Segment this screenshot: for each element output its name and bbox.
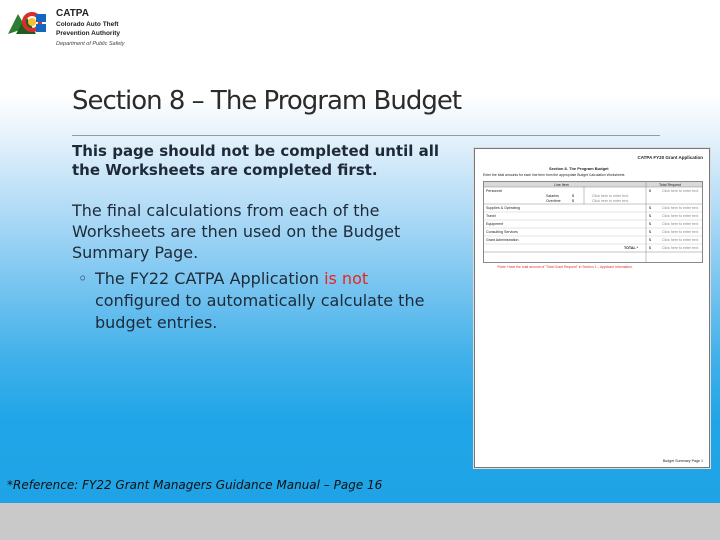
logo-line-2: Prevention Authority <box>56 30 121 37</box>
doc-row-dollar: $ <box>649 214 651 218</box>
logo-subtitle: Department of Public Safety <box>56 41 125 47</box>
doc-row-label: Travel <box>486 214 496 218</box>
doc-row-value: Click here to enter text. <box>662 246 699 250</box>
doc-row-dollar: $ <box>649 230 651 234</box>
doc-row-label: Personnel <box>486 189 503 193</box>
doc-row-label: Salaries <box>546 194 559 198</box>
budget-summary-document-image <box>474 148 710 468</box>
doc-row-dollar: $ <box>649 206 651 210</box>
doc-row-dollar: $ <box>649 238 651 242</box>
reference-note: *Reference: FY22 Grant Managers Guidance Manual – Page 16 <box>7 478 383 492</box>
doc-row-value: Click here to enter text. <box>662 189 699 193</box>
bullet-emphasis: is not <box>324 269 369 288</box>
catpa-logo <box>6 6 136 46</box>
doc-row-value: Click here to enter text. <box>592 194 629 198</box>
doc-instruction: Enter the total amounts for each line item from the appropriate Budget Calculation Worksheets <box>483 173 625 177</box>
bullet-text-end: configured to automatically calculate the budget entries. <box>95 291 425 332</box>
doc-row-dollar: $ <box>649 222 651 226</box>
doc-row-value: Click here to enter text. <box>662 238 699 242</box>
doc-footer: Budget Summary Page 1 <box>662 459 703 463</box>
doc-col-total: Total Request <box>659 182 681 187</box>
logo-title: CATPA <box>56 8 89 19</box>
doc-row-label: Grant Administration <box>486 238 519 242</box>
doc-row-label: Supplies & Operating <box>486 206 520 210</box>
doc-header: CATPA FY20 Grant Application <box>637 155 703 160</box>
logo-line-1: Colorado Auto Theft <box>56 21 119 28</box>
bullet-marker: ◦ <box>78 269 88 288</box>
doc-row-label: Overtime <box>546 199 561 203</box>
title-divider <box>72 135 660 136</box>
doc-row-value: Click here to enter text. <box>662 206 699 210</box>
doc-row-dollar: $ <box>649 246 651 250</box>
bullet-text <box>95 268 455 334</box>
bullet-text-start: The FY22 CATPA Application <box>95 269 325 288</box>
doc-row-value: Click here to enter text. <box>662 222 699 226</box>
doc-note: *Note: Have the total amount of "Total Grant Request" in Section 1 – Applicant Information. <box>497 265 633 269</box>
doc-col-line-item: Line Item <box>554 182 569 187</box>
paragraph-calculations: The final calculations from each of the Worksheets are then used on the Budget Summary Page. <box>72 201 401 262</box>
doc-row-dollar: $ <box>649 189 651 193</box>
doc-row-value: Click here to enter text. <box>662 230 699 234</box>
doc-row-value: Click here to enter text. <box>592 199 629 203</box>
doc-row-value: Click here to enter text. <box>662 214 699 218</box>
doc-section-title: Section 8. The Program Budget <box>549 166 609 171</box>
doc-row-label: TOTAL * <box>624 246 638 250</box>
doc-budget-table <box>483 181 703 263</box>
doc-row-dollar: $ <box>572 199 574 203</box>
doc-row-label: Consulting Services <box>486 230 518 234</box>
doc-row-label: Equipment <box>486 222 504 226</box>
bottom-band <box>0 503 720 540</box>
slide-title: Section 8 – The Program Budget <box>72 86 462 116</box>
paragraph-warning: This page should not be completed until all the Worksheets are completed first. <box>72 142 440 179</box>
colorado-flag-icon <box>6 8 46 38</box>
doc-row-dollar: $ <box>572 194 574 198</box>
